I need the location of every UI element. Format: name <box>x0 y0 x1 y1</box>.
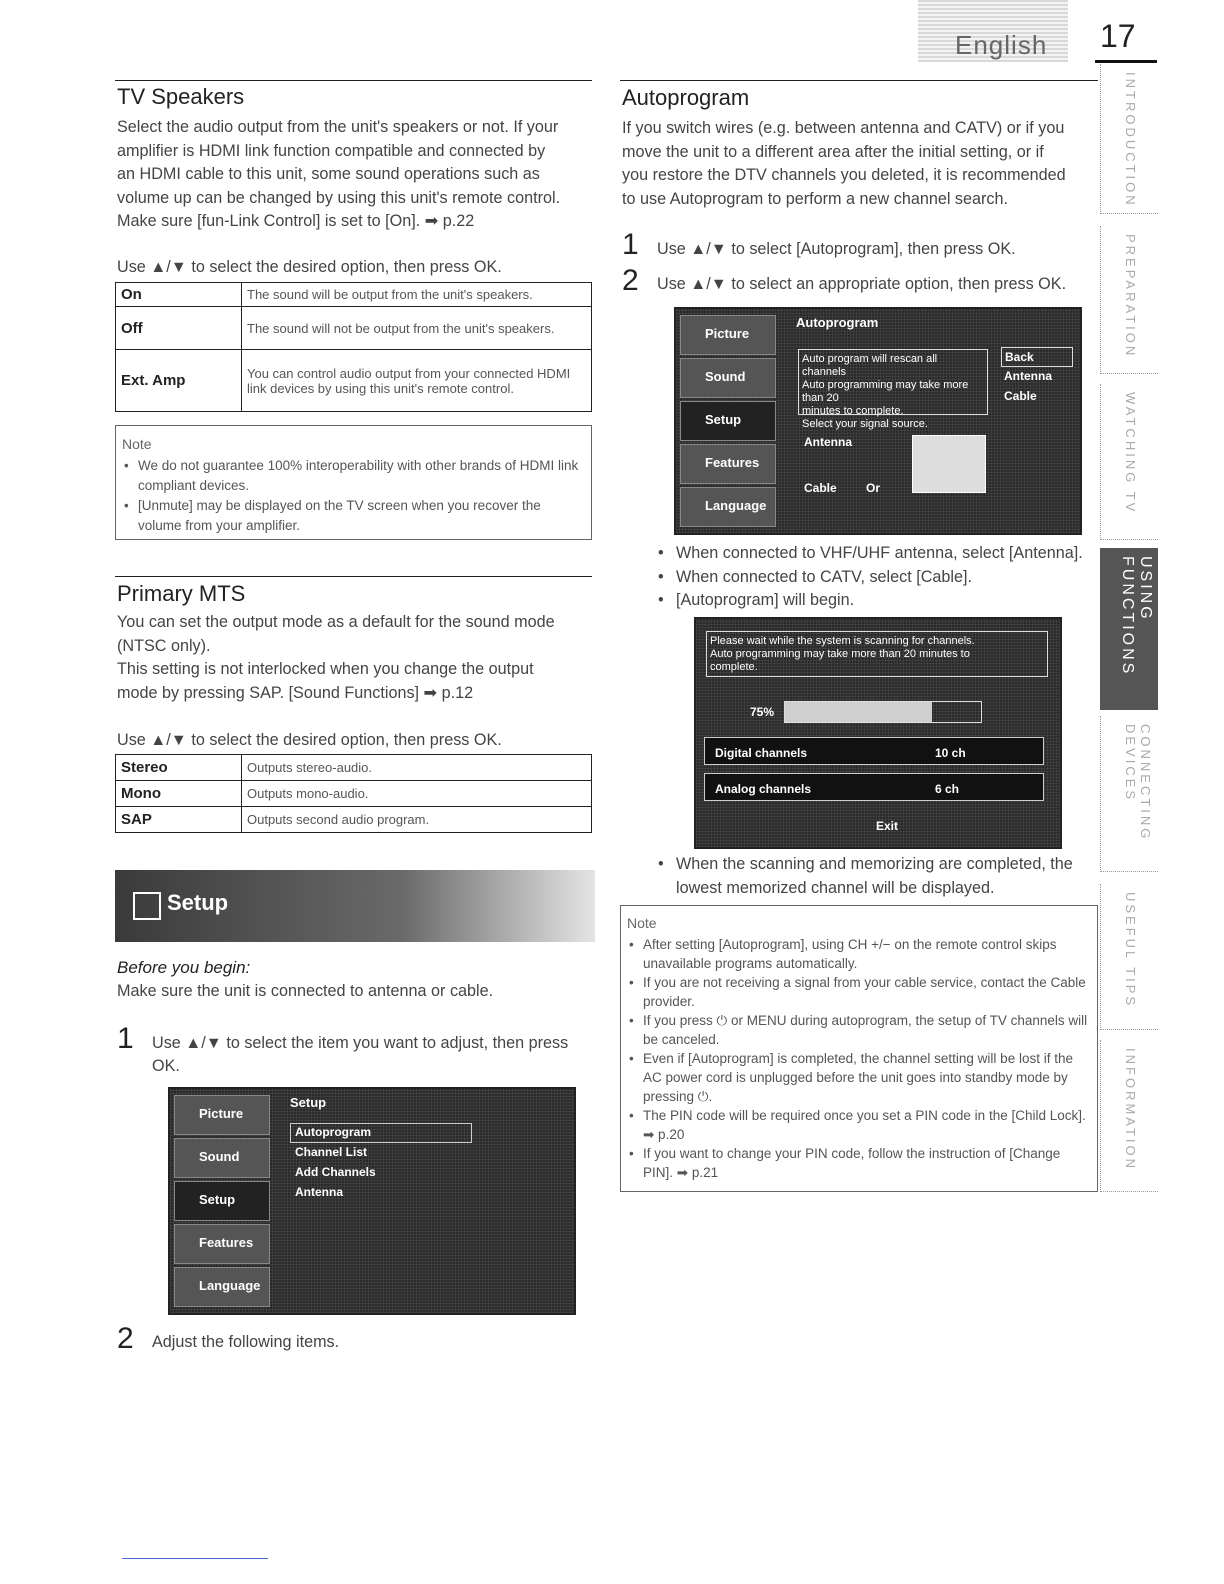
autoprogram-bullets <box>654 542 1104 613</box>
tv-speakers-table <box>115 282 592 412</box>
autoprogram-message <box>798 349 988 430</box>
menu-item-channel-list[interactable]: Channel List <box>295 1145 368 1159</box>
screen-title: Setup <box>290 1095 327 1110</box>
side-tab-using-functions[interactable] <box>1100 548 1158 710</box>
before-text: Make sure the unit is connected to antenna or cable. <box>117 982 494 1000</box>
setup-menu-screen <box>168 1087 576 1315</box>
exit-button[interactable]: Exit <box>876 819 899 833</box>
row-count: 6 ch <box>935 782 960 796</box>
tab-setup[interactable]: Setup <box>680 401 776 441</box>
step-number: 2 <box>622 264 639 297</box>
tv-set-icon <box>912 435 986 493</box>
option-key: SAP <box>116 807 242 833</box>
side-tab-watching-tv[interactable] <box>1100 384 1158 540</box>
side-tab-useful-tips[interactable] <box>1100 884 1158 1030</box>
option-key: On <box>116 283 242 307</box>
row-count: 10 ch <box>935 746 966 760</box>
message-line: Auto programming may take more than 20 <box>802 379 969 404</box>
progress-bar <box>784 701 982 723</box>
side-tab-label: WATCHING TV <box>1123 392 1138 515</box>
para-line: This setting is not interlocked when you change the output <box>117 660 534 678</box>
progress-label: 75% <box>750 705 775 719</box>
step-number: 2 <box>117 1322 134 1355</box>
para-line: Make sure [fun-Link Control] is set to [On]. ➡ p.22 <box>117 212 475 230</box>
setup-banner-label: Setup <box>167 890 229 915</box>
bullet-item <box>654 853 1104 900</box>
tab-language[interactable]: Language <box>680 487 776 527</box>
menu-tabs <box>676 309 781 533</box>
bullet-line: lowest memorized channel will be displayed. <box>676 878 995 897</box>
tv-speakers-note <box>115 425 592 540</box>
autoprogram-step2: Use ▲/▼ to select an appropriate option, then press OK. <box>657 275 1067 293</box>
bullet-line: When the scanning and memorizing are completed, the <box>676 855 1073 873</box>
para-line: amplifier is HDMI link function compatible and connected by <box>117 141 546 160</box>
tab-sound[interactable]: Sound <box>174 1138 270 1178</box>
row-label: Analog channels <box>715 782 812 796</box>
tab-picture[interactable]: Picture <box>174 1095 270 1135</box>
autoprogram-after-bullet <box>654 853 1104 900</box>
note-item: • After setting [Autoprogram], using CH +/− on the remote control skips unavailable programs automatically. <box>627 935 1091 973</box>
note-item: • If you press ⏻ or MENU during autoprogram, the setup of TV channels will be canceled. <box>627 1011 1091 1049</box>
menu-item-add-channels[interactable]: Add Channels <box>295 1165 376 1179</box>
message-line: Select your signal source. <box>802 418 928 430</box>
table-row <box>116 807 592 833</box>
para-line: (NTSC only). <box>117 636 211 655</box>
note-item: • If you want to change your PIN code, follow the instruction of [Change PIN]. ➡ p.21 <box>627 1144 1091 1182</box>
side-tab-label: PREPARATION <box>1123 234 1138 359</box>
note-title: Note <box>627 915 657 931</box>
side-tab-label: INFORMATION <box>1123 1048 1138 1172</box>
note-item: • [Unmute] may be displayed on the TV screen when you recover the volume from your amplifier. <box>122 496 585 536</box>
autoprogram-title: Autoprogram <box>622 85 750 110</box>
autoprogram-step1: Use ▲/▼ to select [Autoprogram], then press OK. <box>657 240 1016 258</box>
step1-line1: Use ▲/▼ to select the item you want to adjust, then press <box>152 1034 569 1052</box>
option-desc: The sound will be output from the unit's speakers. <box>242 283 592 307</box>
step1-line2: OK. <box>152 1057 180 1075</box>
page-number-underline <box>1095 60 1157 63</box>
diagram-or-label: Or <box>866 481 881 495</box>
section-rule <box>115 80 592 81</box>
note-item: • The PIN code will be required once you set a PIN code in the [Child Lock]. ➡ p.20 <box>627 1106 1091 1144</box>
option-key: Mono <box>116 781 242 807</box>
digital-channels-row <box>704 737 1044 765</box>
table-row <box>116 755 592 781</box>
para-line: move the unit to a different area after the initial setting, or if <box>622 142 1044 161</box>
option-desc: Outputs second audio program. <box>242 807 592 833</box>
diagram-antenna-label: Antenna <box>804 435 852 449</box>
footer-rule <box>122 1558 268 1559</box>
message-line: Auto programming may take more than 20 minutes to <box>710 648 970 660</box>
option-desc: The sound will not be output from the unit's speakers. <box>242 307 592 350</box>
before-heading: Before you begin: <box>117 958 251 977</box>
table-row <box>116 350 592 412</box>
option-key: Stereo <box>116 755 242 781</box>
scan-message <box>706 631 1048 677</box>
side-tab-preparation[interactable] <box>1100 226 1158 374</box>
analog-channels-row <box>704 773 1044 801</box>
option-desc: Outputs stereo-audio. <box>242 755 592 781</box>
note-title: Note <box>122 436 152 452</box>
side-tab-information[interactable] <box>1100 1040 1158 1192</box>
para-line: an HDMI cable to this unit, some sound operations such as <box>117 165 540 183</box>
autoprogram-note <box>620 905 1098 1192</box>
screen-title: Autoprogram <box>796 315 879 330</box>
message-line: Auto program will rescan all channels <box>802 353 938 378</box>
menu-item-antenna[interactable]: Antenna <box>295 1185 343 1199</box>
autoprogram-screen <box>674 307 1082 535</box>
side-tab-label: USING FUNCTIONS <box>1119 556 1154 677</box>
bullet-item: • When connected to VHF/UHF antenna, select [Antenna]. <box>654 542 1104 566</box>
message-line: complete. <box>710 661 758 673</box>
para-line: to use Autoprogram to perform a new channel search. <box>622 189 1009 208</box>
step-number: 1 <box>622 228 639 261</box>
progress-fill <box>785 702 932 722</box>
note-item: • If you are not receiving a signal from your cable service, contact the Cable provider. <box>627 973 1091 1011</box>
primary-mts-title: Primary MTS <box>117 581 246 606</box>
cable-button[interactable]: Cable <box>1004 389 1037 403</box>
section-rule <box>115 576 592 577</box>
note-item: • We do not guarantee 100% interoperability with other brands of HDMI link compliant devices. <box>122 456 585 496</box>
primary-mts-table <box>115 754 592 833</box>
side-tab-connecting-devices[interactable] <box>1100 716 1158 872</box>
tab-sound[interactable]: Sound <box>680 358 776 398</box>
tv-speakers-paragraph <box>117 116 597 234</box>
tv-speakers-instruction: Use ▲/▼ to select the desired option, then press OK. <box>117 258 502 276</box>
step-number: 1 <box>117 1022 134 1055</box>
setup-icon <box>133 892 161 920</box>
tab-features[interactable]: Features <box>174 1224 270 1264</box>
tab-picture[interactable]: Picture <box>680 315 776 355</box>
message-line: minutes to complete. <box>802 405 904 417</box>
message-line: Please wait while the system is scanning for channels. <box>710 635 975 647</box>
section-rule <box>620 80 1098 81</box>
primary-mts-paragraph <box>117 611 597 705</box>
language-label: English <box>955 30 1048 60</box>
note-item: • Even if [Autoprogram] is completed, the channel setting will be lost if the AC power cord is unplugged before the unit goes into standby mode by pressing ⏻. <box>627 1049 1091 1106</box>
para-line: mode by pressing SAP. [Sound Functions] ➡ p.12 <box>117 683 474 702</box>
tv-speakers-title: TV Speakers <box>117 84 245 109</box>
option-desc: You can control audio output from your connected HDMI link devices by using this unit's remote control. <box>242 350 592 412</box>
tab-features[interactable]: Features <box>680 444 776 484</box>
bullet-item: • When connected to CATV, select [Cable]. <box>654 566 1104 590</box>
autoprogram-paragraph <box>622 117 1100 211</box>
side-tab-label: USEFUL TIPS <box>1123 892 1138 1009</box>
option-desc: Outputs mono-audio. <box>242 781 592 807</box>
tab-setup[interactable]: Setup <box>174 1181 270 1221</box>
para-line: you restore the DTV channels you deleted, it is recommended <box>622 166 1066 184</box>
table-row <box>116 283 592 307</box>
antenna-button[interactable]: Antenna <box>1004 369 1052 383</box>
scanning-screen <box>694 617 1062 849</box>
bullet-item: • [Autoprogram] will begin. <box>654 589 1104 613</box>
side-tab-label: INTRODUCTION <box>1123 72 1138 208</box>
side-tab-label: CONNECTING DEVICES <box>1123 724 1153 842</box>
back-button[interactable]: Back <box>1001 347 1073 367</box>
table-row <box>116 781 592 807</box>
diagram-cable-label: Cable <box>804 481 837 495</box>
menu-tabs <box>170 1089 275 1313</box>
step2-text: Adjust the following items. <box>152 1333 340 1351</box>
para-line: You can set the output mode as a default for the sound mode <box>117 613 555 631</box>
table-row <box>116 307 592 350</box>
tab-language[interactable]: Language <box>174 1267 270 1307</box>
row-label: Digital channels <box>715 746 808 760</box>
page-number: 17 <box>1100 18 1136 54</box>
para-line: volume up can be changed by using this unit's remote control. <box>117 188 561 207</box>
setup-banner <box>115 870 595 942</box>
primary-mts-instruction: Use ▲/▼ to select the desired option, then press OK. <box>117 731 502 749</box>
menu-item-autoprogram[interactable]: Autoprogram <box>295 1125 371 1139</box>
option-key: Ext. Amp <box>116 350 242 412</box>
para-line: If you switch wires (e.g. between antenna and CATV) or if you <box>622 119 1065 137</box>
para-line: Select the audio output from the unit's speakers or not. If your <box>117 118 559 136</box>
side-tab-introduction[interactable] <box>1100 64 1158 214</box>
option-key: Off <box>116 307 242 350</box>
